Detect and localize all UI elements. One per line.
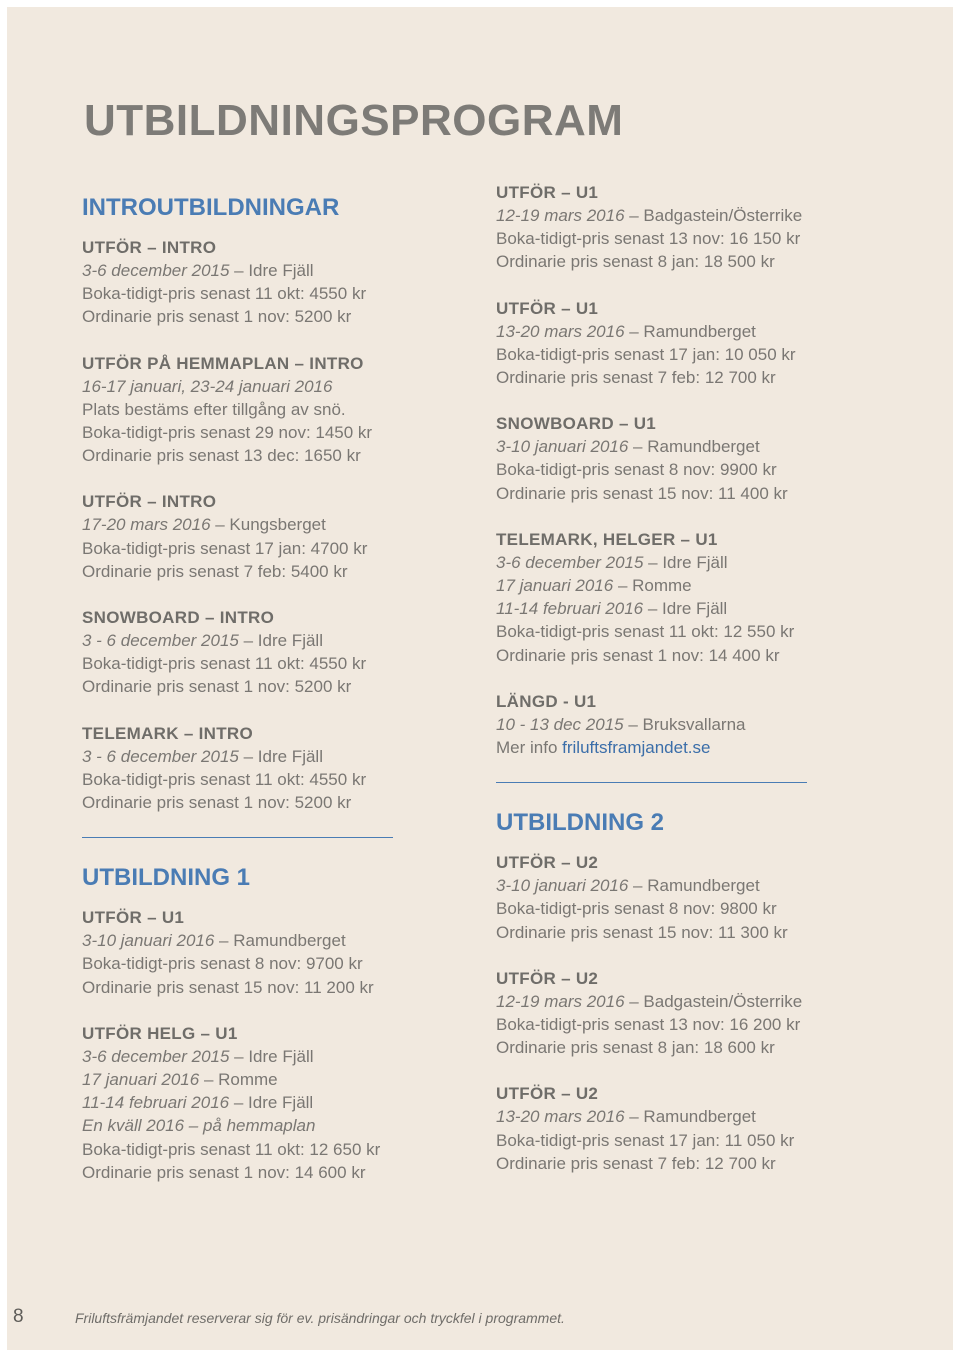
course-date: 17-20 mars 2016 (82, 515, 211, 535)
course-date-line (82, 375, 502, 398)
course-title: UTFÖR – U1 (496, 183, 599, 202)
intro-list (82, 236, 502, 814)
course-info-line (82, 791, 502, 814)
course-info-line (496, 343, 916, 366)
course-info-line (82, 1161, 502, 1184)
course-info-text: Boka-tidigt-pris senast 11 okt: 4550 kr (82, 769, 367, 789)
section-title-utbildning-2: UTBILDNING 2 (496, 809, 664, 837)
course-place: – Ramundberget (624, 1107, 756, 1127)
course-date-line (496, 320, 916, 343)
course-info-text: Ordinarie pris senast 1 nov: 14 600 kr (82, 1162, 366, 1182)
section-title-intro: INTROUTBILDNINGAR (82, 194, 340, 221)
u1-list (82, 906, 502, 1184)
section-divider (82, 837, 393, 838)
course-date-line (496, 1105, 916, 1128)
course-date-line (82, 929, 502, 952)
course-place: – Romme (613, 576, 692, 596)
course-date: 3 - 6 december 2015 (82, 631, 239, 651)
course-date: 16-17 januari, 23-24 januari 2016 (82, 376, 333, 396)
course-title: TELEMARK, HELGER – U1 (496, 529, 718, 549)
course-date-line (82, 1045, 502, 1068)
course-info-line (496, 921, 916, 944)
course-info-text: Ordinarie pris senast 7 feb: 12 700 kr (496, 1153, 776, 1173)
course-entry (82, 352, 502, 468)
course-entry (82, 906, 502, 999)
course-date: 3-6 december 2015 (82, 261, 230, 280)
course-title: UTFÖR – U2 (496, 968, 599, 988)
course-date: 12-19 mars 2016 (496, 206, 625, 225)
course-title: UTFÖR – INTRO (82, 238, 217, 257)
section-divider (496, 782, 807, 783)
course-info-text: Ordinarie pris senast 1 nov: 14 400 kr (496, 645, 780, 665)
course-title: UTFÖR HELG – U1 (82, 1023, 238, 1043)
course-entry (82, 722, 502, 815)
course-info-line (82, 768, 502, 791)
page-title: UTBILDNINGSPROGRAM (84, 96, 624, 145)
course-info-text: Ordinarie pris senast 1 nov: 5200 kr (82, 793, 352, 813)
course-date-line (496, 204, 916, 227)
course-title: TELEMARK – INTRO (82, 723, 254, 743)
course-date-line (82, 1091, 502, 1114)
course-entry (496, 967, 916, 1060)
course-info-text: Ordinarie pris senast 7 feb: 12 700 kr (496, 368, 776, 388)
course-date: 3-10 januari 2016 (82, 931, 215, 951)
course-place: – Ramundberget (214, 931, 346, 951)
course-info-text: Boka-tidigt-pris senast 13 nov: 16 150 kr (496, 229, 801, 249)
course-date: 13-20 mars 2016 (496, 321, 625, 341)
course-info-text: Mer info (496, 738, 563, 758)
course-info-text: Boka-tidigt-pris senast 8 nov: 9700 kr (82, 954, 363, 974)
course-info-line (496, 897, 916, 920)
course-info-line (496, 227, 916, 250)
course-info-line (496, 620, 916, 643)
course-info-line (82, 444, 502, 467)
course-place: – Badgastein/Österrike (624, 991, 803, 1011)
course-date: 10 - 13 dec 2015 (496, 714, 624, 734)
course-entry (82, 490, 502, 583)
course-info-text: Boka-tidigt-pris senast 29 nov: 1450 kr (82, 423, 373, 443)
course-date-line (82, 1114, 502, 1137)
course-info-line (496, 366, 916, 389)
course-title: UTFÖR – INTRO (82, 492, 217, 512)
info-link[interactable]: friluftsframjandet.se (562, 738, 711, 758)
course-info-text: Boka-tidigt-pris senast 11 okt: 12 550 kr (496, 622, 795, 642)
course-entry (496, 851, 916, 944)
course-place: – Ramundberget (628, 876, 760, 896)
course-place: – Badgastein/Österrike (624, 206, 803, 225)
course-info-line (82, 537, 502, 560)
course-info-line (496, 644, 916, 667)
course-date: 17 januari 2016 (82, 1070, 200, 1090)
course-entry (82, 1022, 502, 1184)
course-info-text: Boka-tidigt-pris senast 13 nov: 16 200 kr (496, 1015, 801, 1035)
course-place: – Idre Fjäll (238, 631, 323, 651)
course-date: 3-10 januari 2016 (496, 437, 629, 457)
course-place: – Idre Fjäll (643, 552, 728, 572)
course-info-text: Boka-tidigt-pris senast 11 okt: 4550 kr (82, 284, 367, 304)
course-date: En kväll 2016 – på hemmaplan (82, 1116, 316, 1136)
course-info-text: Ordinarie pris senast 1 nov: 5200 kr (82, 307, 352, 327)
course-place: – Kungsberget (210, 515, 326, 535)
course-date: 12-19 mars 2016 (496, 991, 625, 1011)
course-date-line (496, 551, 916, 574)
course-date: 13-20 mars 2016 (496, 1107, 625, 1127)
course-info-text: Boka-tidigt-pris senast 17 jan: 11 050 kr (496, 1130, 795, 1150)
course-info-text: Boka-tidigt-pris senast 11 okt: 12 650 kr (82, 1139, 381, 1159)
course-date-line (82, 745, 502, 768)
course-entry (496, 1082, 916, 1175)
course-info-text: Boka-tidigt-pris senast 11 okt: 4550 kr (82, 654, 367, 674)
course-entry (496, 297, 916, 390)
course-place: – Ramundberget (628, 437, 760, 457)
course-info-line (82, 421, 502, 444)
course-info-line (496, 1152, 916, 1175)
course-date-line (496, 990, 916, 1013)
course-date: 3-10 januari 2016 (496, 876, 629, 896)
course-entry (496, 690, 916, 759)
course-info-line (82, 305, 502, 328)
course-date-line (82, 259, 502, 282)
left-column (82, 194, 502, 1207)
course-date: 17 januari 2016 (496, 576, 614, 596)
course-info-text: Boka-tidigt-pris senast 8 nov: 9800 kr (496, 899, 777, 919)
course-place: – Idre Fjäll (643, 599, 728, 619)
course-info-text: Ordinarie pris senast 1 nov: 5200 kr (82, 677, 352, 697)
course-place: – Idre Fjäll (229, 1046, 314, 1066)
course-entry (496, 181, 916, 274)
course-date: 3-6 december 2015 (496, 552, 644, 572)
course-info-text: Ordinarie pris senast 8 jan: 18 600 kr (496, 1038, 775, 1058)
course-title: UTFÖR PÅ HEMMAPLAN – INTRO (82, 353, 364, 373)
right-column (496, 181, 916, 1198)
course-date-line (82, 513, 502, 536)
course-info-text: Ordinarie pris senast 13 dec: 1650 kr (82, 446, 361, 466)
course-info-line (496, 482, 916, 505)
u2-list (496, 851, 916, 1175)
section-title-utbildning-1: UTBILDNING 1 (82, 864, 250, 892)
course-title: SNOWBOARD – U1 (496, 414, 657, 434)
course-date: 11-14 februari 2016 (82, 1093, 230, 1113)
course-entry (82, 606, 502, 699)
course-info-text: Boka-tidigt-pris senast 8 nov: 9900 kr (496, 460, 777, 480)
course-place: – Idre Fjäll (229, 261, 314, 280)
course-info-line (82, 675, 502, 698)
course-info-text: Ordinarie pris senast 15 nov: 11 300 kr (496, 922, 788, 942)
course-date-line (496, 597, 916, 620)
course-entry (82, 236, 502, 329)
course-title: UTFÖR – U2 (496, 853, 599, 873)
page (7, 7, 953, 1350)
course-date-line (496, 713, 916, 736)
course-date: 3 - 6 december 2015 (82, 746, 239, 766)
course-date: 11-14 februari 2016 (496, 599, 644, 619)
course-info-text: Ordinarie pris senast 7 feb: 5400 kr (82, 561, 348, 581)
course-place: – Bruksvallarna (623, 714, 746, 734)
course-info-line (496, 1129, 916, 1152)
course-place: – Ramundberget (624, 321, 756, 341)
course-place: – Idre Fjäll (229, 1093, 314, 1113)
course-info-line (82, 952, 502, 975)
course-entry (496, 528, 916, 667)
page-number: 8 (13, 1306, 24, 1327)
course-info-text: Ordinarie pris senast 8 jan: 18 500 kr (496, 252, 775, 272)
u1-continued-list (496, 181, 916, 759)
footer-note: Friluftsfrämjandet reserverar sig för ev. prisändringar och tryckfel i programmet. (75, 1310, 565, 1326)
course-info-text: Boka-tidigt-pris senast 17 jan: 10 050 kr (496, 344, 796, 364)
course-date-line (496, 435, 916, 458)
course-date-line (82, 629, 502, 652)
course-info-line (496, 458, 916, 481)
course-info-line (496, 736, 916, 759)
course-date-line (82, 1068, 502, 1091)
course-info-text: Ordinarie pris senast 15 nov: 11 400 kr (496, 483, 788, 503)
course-info-line (82, 652, 502, 675)
course-date: 3-6 december 2015 (82, 1046, 230, 1066)
course-title: SNOWBOARD – INTRO (82, 608, 275, 628)
course-info-line (496, 1036, 916, 1059)
course-title: UTFÖR – U2 (496, 1084, 599, 1104)
course-info-text: Ordinarie pris senast 15 nov: 11 200 kr (82, 977, 374, 997)
course-info-line (82, 398, 502, 421)
course-info-text: Boka-tidigt-pris senast 17 jan: 4700 kr (82, 538, 368, 558)
course-date-line (496, 574, 916, 597)
course-info-line (82, 560, 502, 583)
course-title: UTFÖR – U1 (82, 908, 185, 928)
course-info-line (496, 1013, 916, 1036)
course-place: – Romme (199, 1070, 278, 1090)
course-entry (496, 412, 916, 505)
course-info-line (82, 1138, 502, 1161)
course-place: – Idre Fjäll (238, 746, 323, 766)
course-info-text: Plats bestäms efter tillgång av snö. (82, 399, 346, 419)
course-info-line (82, 976, 502, 999)
course-title: LÄNGD - U1 (496, 691, 597, 711)
course-title: UTFÖR – U1 (496, 298, 599, 318)
course-info-line (82, 282, 502, 305)
course-date-line (496, 874, 916, 897)
course-info-line (496, 250, 916, 273)
